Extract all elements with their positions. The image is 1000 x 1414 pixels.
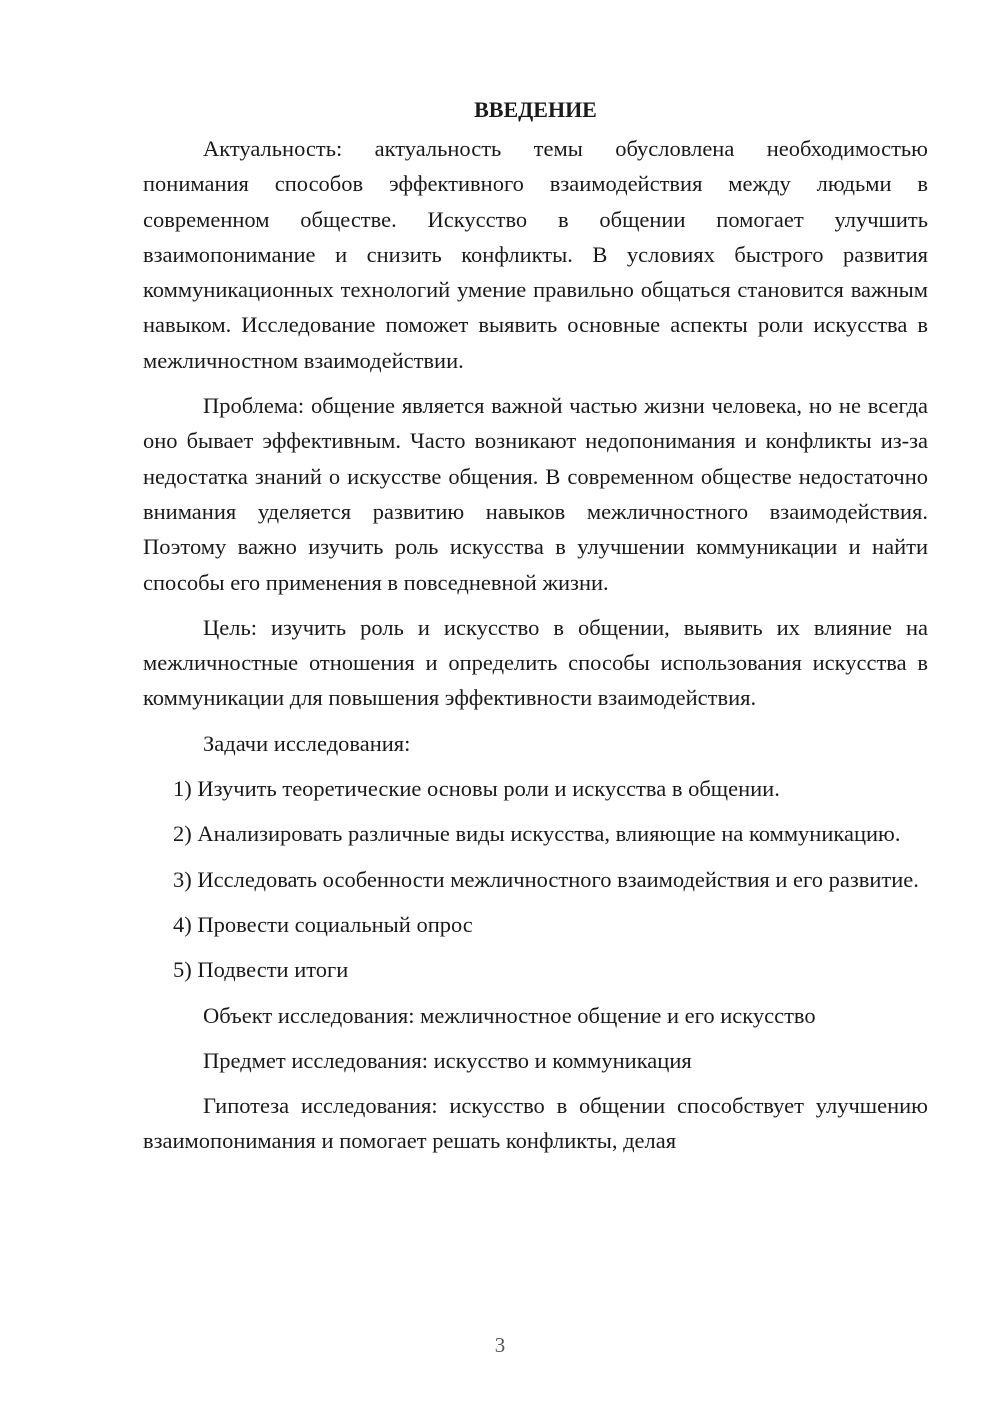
page-title: ВВЕДЕНИЕ — [474, 97, 597, 122]
page-number: 3 — [494, 1333, 506, 1357]
task-item-4: 4) Провести социальный опрос — [173, 911, 473, 937]
task-item-1: 1) Изучить теоретические основы роли и искусства в общении. — [173, 776, 780, 802]
relevance-paragraph: Актуальность: актуальность темы обусловлена необходимостью понимания способов эффективного взаимодействия между людьми в современном обществе. Искусство в общении помогает улучшить взаимопонимание и снизить конфликты. В условиях быстрого развития коммуникационных технологий умение правильно общаться становится важным навыком. Исследование поможет выявить основные аспекты роли искусства в межличностном взаимодействии. — [143, 136, 928, 373]
tasks-heading: Задачи исследования: — [203, 730, 411, 756]
task-item-2: 2) Анализировать различные виды искусства, влияющие на коммуникацию. — [173, 821, 901, 847]
goal-paragraph: Цель: изучить роль и искусство в общении, выявить их влияние на межличностные отношения и определить способы использования искусства в коммуникации для повышения эффективности взаимодействия. — [143, 614, 928, 711]
research-subject: Предмет исследования: искусство и коммуникация — [203, 1047, 692, 1073]
task-item-5: 5) Подвести итоги — [173, 957, 349, 983]
research-object: Объект исследования: межличностное общение и его искусство — [203, 1002, 816, 1028]
hypothesis-paragraph: Гипотеза исследования: искусство в общении способствует улучшению взаимопонимания и помогает решать конфликты, делая — [143, 1093, 928, 1154]
document-page — [143, 92, 928, 1169]
task-item-3: 3) Исследовать особенности межличностного взаимодействия и его развитие. — [173, 866, 919, 892]
problem-paragraph: Проблема: общение является важной частью жизни человека, но не всегда оно бывает эффективным. Часто возникают недопонимания и конфликты из-за недостатка знаний о искусстве общения. В современном обществе недостаточно внимания уделяется развитию навыков межличностного взаимодействия. Поэтому важно изучить роль искусства в улучшении коммуникации и найти способы его применения в повседневной жизни. — [143, 393, 928, 595]
